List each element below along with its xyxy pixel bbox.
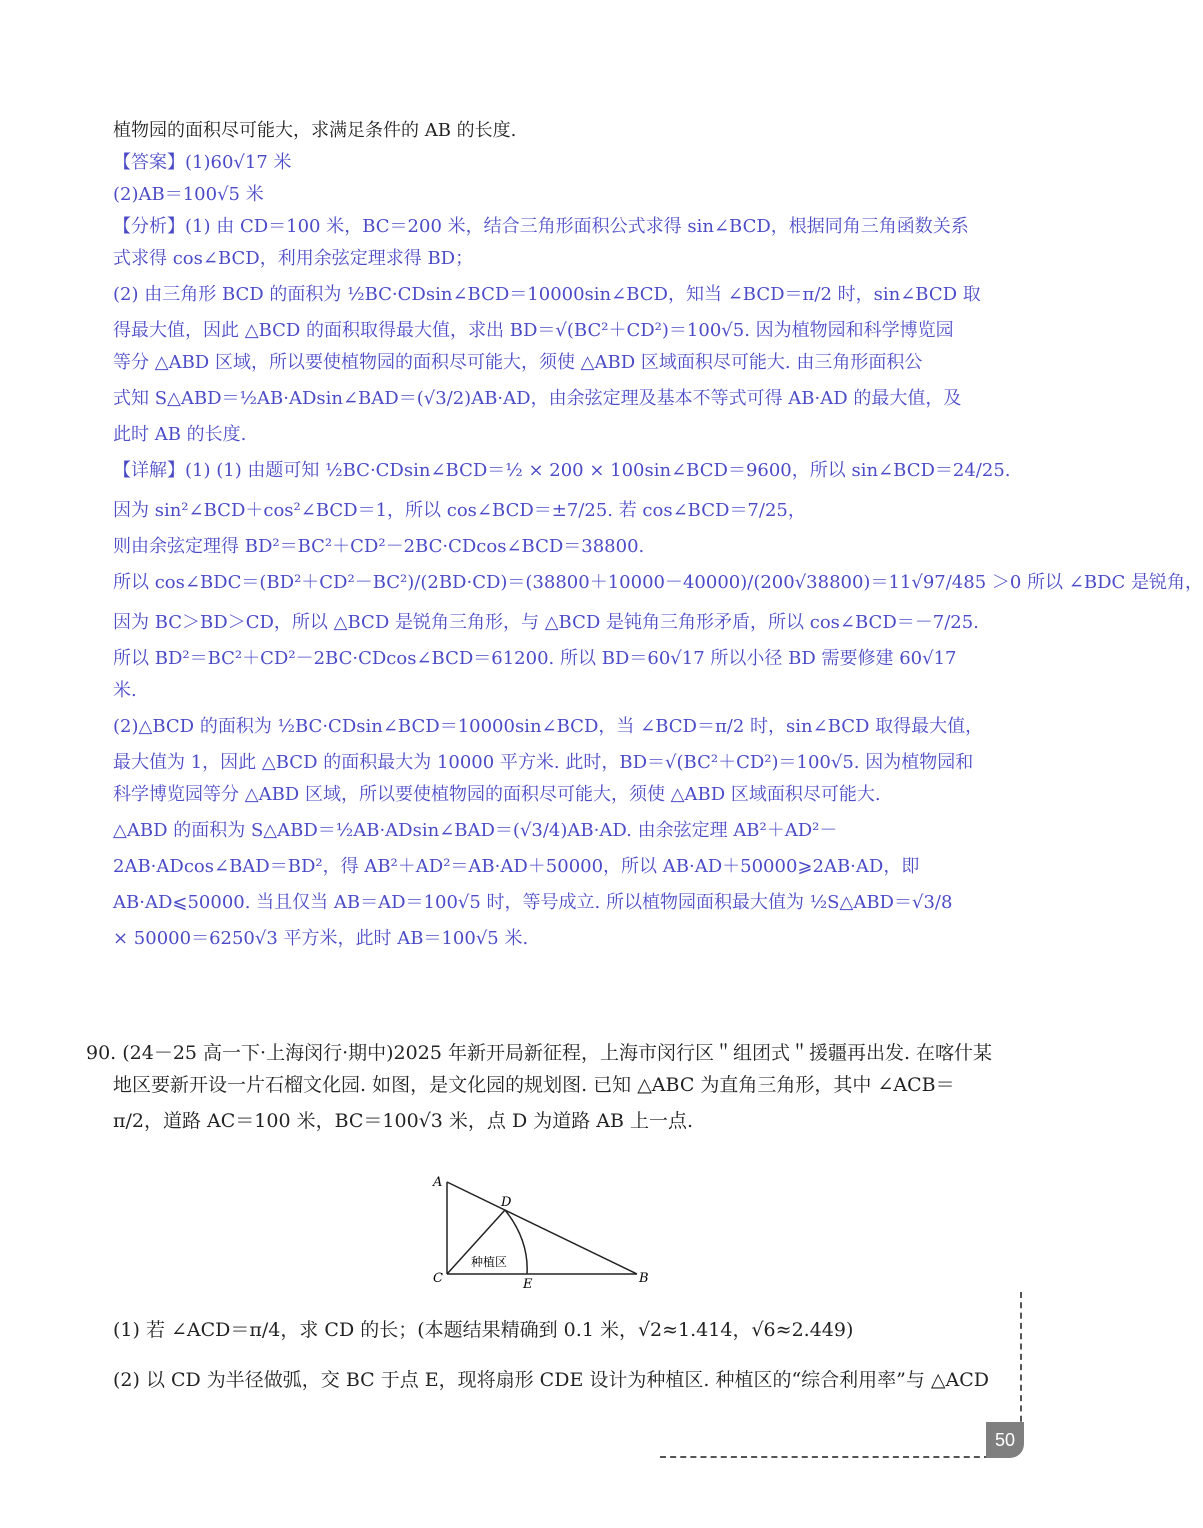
sub-question-2: (2) 以 CD 为半径做弧，交 BC 于点 E，现将扇形 CDE 设计为种植区. 种植区的“综合利用率”与 △ACD xyxy=(113,1369,990,1391)
analysis-line: 等分 △ABD 区域，所以要使植物园的面积尽可能大，须使 △ABD 区域面积尽可能大. 由三角形面积公 xyxy=(113,352,923,373)
triangle-figure xyxy=(425,1170,655,1294)
analysis-line: 得最大值，因此 △BCD 的面积取得最大值，求出 BD＝√(BC²＋CD²)＝100√5. 因为植物园和科学博览园 xyxy=(113,320,954,341)
detail-line: 因为 BC＞BD＞CD，所以 △BCD 是锐角三角形，与 △BCD 是钝角三角形矛盾，所以 cos∠BCD＝－7/25. xyxy=(113,612,979,633)
label-a: A xyxy=(433,1175,443,1190)
detail-line: 最大值为 1，因此 △BCD 的面积最大为 10000 平方米. 此时，BD＝√(BC²＋CD²)＝100√5. 因为植物园和 xyxy=(113,752,974,773)
detail-line: × 50000＝6250√3 平方米，此时 AB＝100√5 米. xyxy=(113,928,529,949)
q90-line-1: 90. (24－25 高一下·上海闵行·期中)2025 年新开局新征程，上海市闵行区＂组团式＂援疆再出发. 在喀什某 xyxy=(86,1042,993,1064)
label-e: E xyxy=(523,1277,533,1292)
analysis-line: 式求得 cos∠BCD，利用余弦定理求得 BD； xyxy=(113,248,474,269)
dashed-border-horizontal xyxy=(660,1456,990,1458)
detail-line: 米. xyxy=(113,680,137,701)
analysis-line: 此时 AB 的长度. xyxy=(113,424,247,445)
solution-block xyxy=(113,118,1203,958)
dashed-border-vertical xyxy=(1020,1292,1022,1432)
detail-line: AB·AD⩽50000. 当且仅当 AB＝AD＝100√5 时，等号成立. 所以植物园面积最大值为 ½S△ABD＝√3/8 xyxy=(113,892,953,913)
answer-line-1: 【答案】(1)60√17 米 xyxy=(113,152,292,173)
analysis-line: (2) 由三角形 BCD 的面积为 ½BC·CDsin∠BCD＝10000sin∠BCD，知当 ∠BCD＝π/2 时，sin∠BCD 取 xyxy=(113,284,981,305)
question-90 xyxy=(86,1040,1006,1144)
detail-line: △ABD 的面积为 S△ABD＝½AB·ADsin∠BAD＝(√3/4)AB·AD. 由余弦定理 AB²＋AD²－ xyxy=(113,820,838,841)
region-label: 种植区 xyxy=(471,1255,508,1269)
sub-question-1: (1) 若 ∠ACD＝π/4，求 CD 的长；(本题结果精确到 0.1 米，√2≈1.414，√6≈2.449) xyxy=(113,1319,854,1341)
detail-line: 【详解】(1) (1) 由题可知 ½BC·CDsin∠BCD＝½ × 200 × 100sin∠BCD＝9600，所以 sin∠BCD＝24/25. xyxy=(113,460,1011,481)
analysis-line: 【分析】(1) 由 CD＝100 米，BC＝200 米，结合三角形面积公式求得 sin∠BCD，根据同角三角函数关系 xyxy=(113,216,969,237)
q90-line-3: π/2，道路 AC＝100 米，BC＝100√3 米，点 D 为道路 AB 上一点. xyxy=(113,1110,694,1132)
label-c: C xyxy=(433,1271,443,1286)
triangle-diagram xyxy=(425,1170,655,1290)
q90-line-2: 地区要新开设一片石榴文化园. 如图，是文化园的规划图. 已知 △ABC 为直角三角形，其中 ∠ACB＝ xyxy=(113,1074,955,1096)
answer-line-2: (2)AB＝100√5 米 xyxy=(113,184,264,205)
label-b: B xyxy=(639,1271,649,1286)
label-d: D xyxy=(501,1195,512,1210)
page-number: 50 xyxy=(986,1422,1024,1458)
detail-line: 所以 cos∠BDC＝(BD²＋CD²－BC²)/(2BD·CD)＝(38800＋10000－40000)/(200√38800)＝11√97/485 ＞0 所以 ∠BDC 是锐角， xyxy=(113,572,1203,593)
detail-line: 因为 sin²∠BCD＋cos²∠BCD＝1，所以 cos∠BCD＝±7/25. 若 cos∠BCD＝7/25， xyxy=(113,500,806,521)
detail-line: 2AB·ADcos∠BAD＝BD²，得 AB²＋AD²＝AB·AD＋50000，所以 AB·AD＋50000⩾2AB·AD，即 xyxy=(113,856,920,877)
detail-line: 科学博览园等分 △ABD 区域，所以要使植物园的面积尽可能大，须使 △ABD 区域面积尽可能大. xyxy=(113,784,881,805)
detail-line: 则由余弦定理得 BD²＝BC²＋CD²－2BC·CDcos∠BCD＝38800. xyxy=(113,536,645,557)
intro-line: 植物园的面积尽可能大，求满足条件的 AB 的长度. xyxy=(113,120,517,141)
detail-line: (2)△BCD 的面积为 ½BC·CDsin∠BCD＝10000sin∠BCD，当 ∠BCD＝π/2 时，sin∠BCD 取得最大值， xyxy=(113,716,984,737)
detail-line: 所以 BD²＝BC²＋CD²－2BC·CDcos∠BCD＝61200. 所以 BD＝60√17 所以小径 BD 需要修建 60√17 xyxy=(113,648,957,669)
analysis-line: 式知 S△ABD＝½AB·ADsin∠BAD＝(√3/2)AB·AD，由余弦定理及基本不等式可得 AB·AD 的最大值，及 xyxy=(113,388,962,409)
